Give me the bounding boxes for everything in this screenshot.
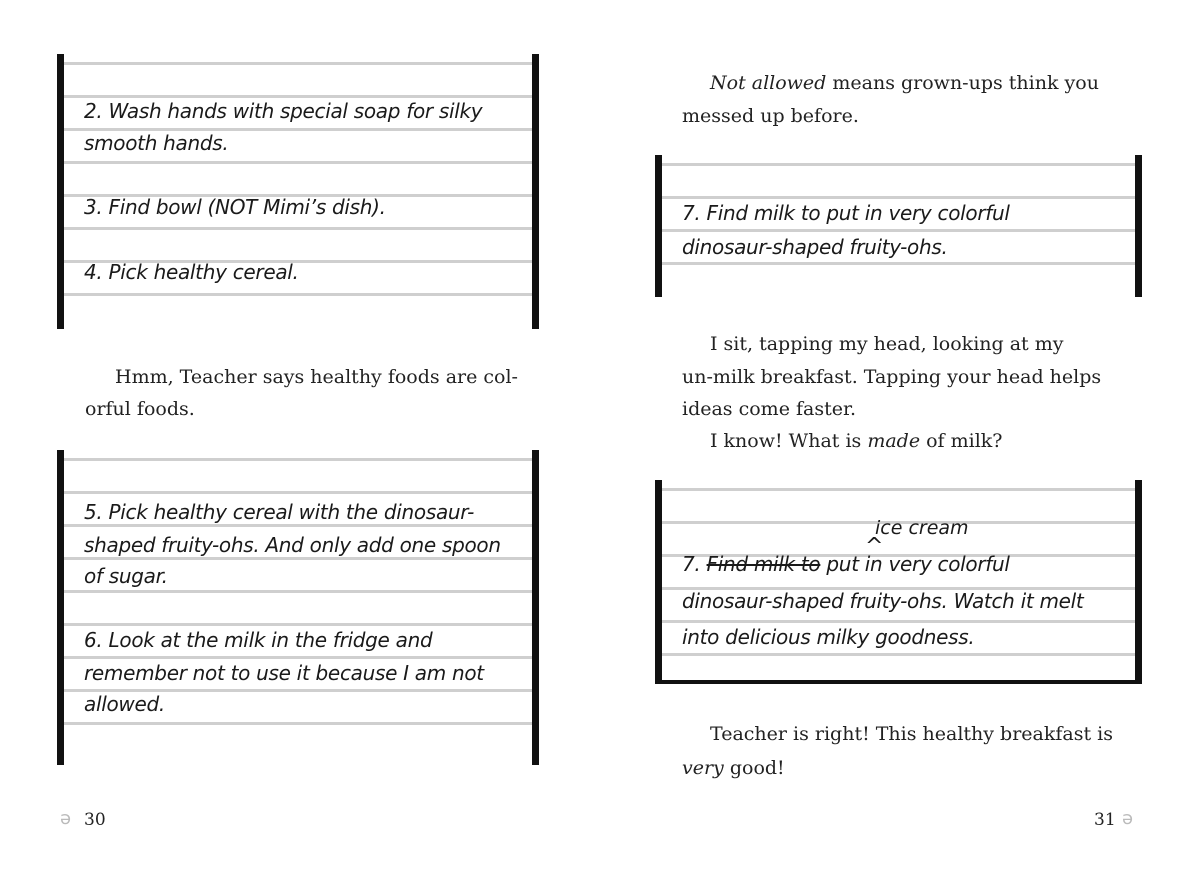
paragraph-hmm-line-2: orful foods. — [85, 398, 195, 420]
paragraph-not-allowed-line-2: messed up before. — [682, 105, 859, 127]
insertion-caret-icon: ^ — [865, 534, 884, 559]
i-know-after: of milk? — [920, 430, 1003, 452]
step-7-line-2: dinosaur-shaped fruity-ohs. — [682, 235, 948, 259]
page-number-right: 31 — [1094, 810, 1116, 830]
notebook-card-steps-5-6 — [57, 450, 539, 765]
step-7-revised-rest: put in very colorful — [820, 552, 1010, 576]
notebook-card-steps-2-4 — [57, 54, 539, 329]
step-2-line-1: 2. Wash hands with special soap for silky — [84, 99, 483, 123]
step-6-line-2: remember not to use it because I am not — [84, 661, 484, 685]
step-2-line-2: smooth hands. — [84, 131, 229, 155]
step-3: 3. Find bowl (NOT Mimi’s dish). — [84, 195, 386, 219]
very-italic: very — [682, 757, 724, 779]
step-5-line-2: shaped fruity-ohs. And only add one spoon — [84, 533, 501, 557]
notebook-card-step-7 — [655, 155, 1142, 297]
not-allowed-rest: means grown-ups think you — [826, 72, 1099, 94]
step-7-number: 7. — [682, 552, 707, 576]
page-ornament-left-icon: ə — [60, 808, 72, 829]
step-6-line-1: 6. Look at the milk in the fridge and — [84, 628, 433, 652]
notebook-card-step-7-revised — [655, 480, 1142, 684]
step-5-line-3: of sugar. — [84, 564, 168, 588]
step-7-revised-line-2: dinosaur-shaped fruity-ohs. Watch it melt — [682, 589, 1084, 613]
page-number-left: 30 — [84, 810, 106, 830]
i-know-before: I know! What is — [710, 430, 868, 452]
paragraph-tapping-line-2: un-milk breakfast. Tapping your head helps — [682, 366, 1102, 388]
paragraph-tapping-line-1: I sit, tapping my head, looking at my — [710, 333, 1064, 355]
made-italic: made — [867, 430, 921, 452]
paragraph-i-know — [710, 432, 1003, 451]
page-ornament-right-icon: ə — [1122, 808, 1134, 829]
paragraph-not-allowed-line-1 — [710, 74, 1099, 93]
paragraph-hmm-line-1: Hmm, Teacher says healthy foods are col- — [115, 366, 518, 388]
step-7-line-1: 7. Find milk to put in very colorful — [682, 201, 1010, 225]
step-4: 4. Pick healthy cereal. — [84, 260, 299, 284]
paragraph-teacher-right-line-2 — [682, 759, 785, 778]
paragraph-teacher-right-line-1: Teacher is right! This healthy breakfast is — [710, 723, 1113, 745]
step-6-line-3: allowed. — [84, 692, 165, 716]
very-good-rest: good! — [723, 757, 785, 779]
struck-find-milk: Find milk to — [706, 552, 821, 576]
paragraph-tapping-line-3: ideas come faster. — [682, 398, 857, 420]
step-5-line-1: 5. Pick healthy cereal with the dinosaur- — [84, 500, 475, 524]
handwritten-insert-ice-cream: ice cream — [875, 517, 969, 539]
step-7-revised-line-3: into delicious milky goodness. — [682, 625, 975, 649]
step-7-revised-line-1 — [682, 554, 1010, 574]
not-allowed-italic: Not allowed — [710, 72, 827, 94]
